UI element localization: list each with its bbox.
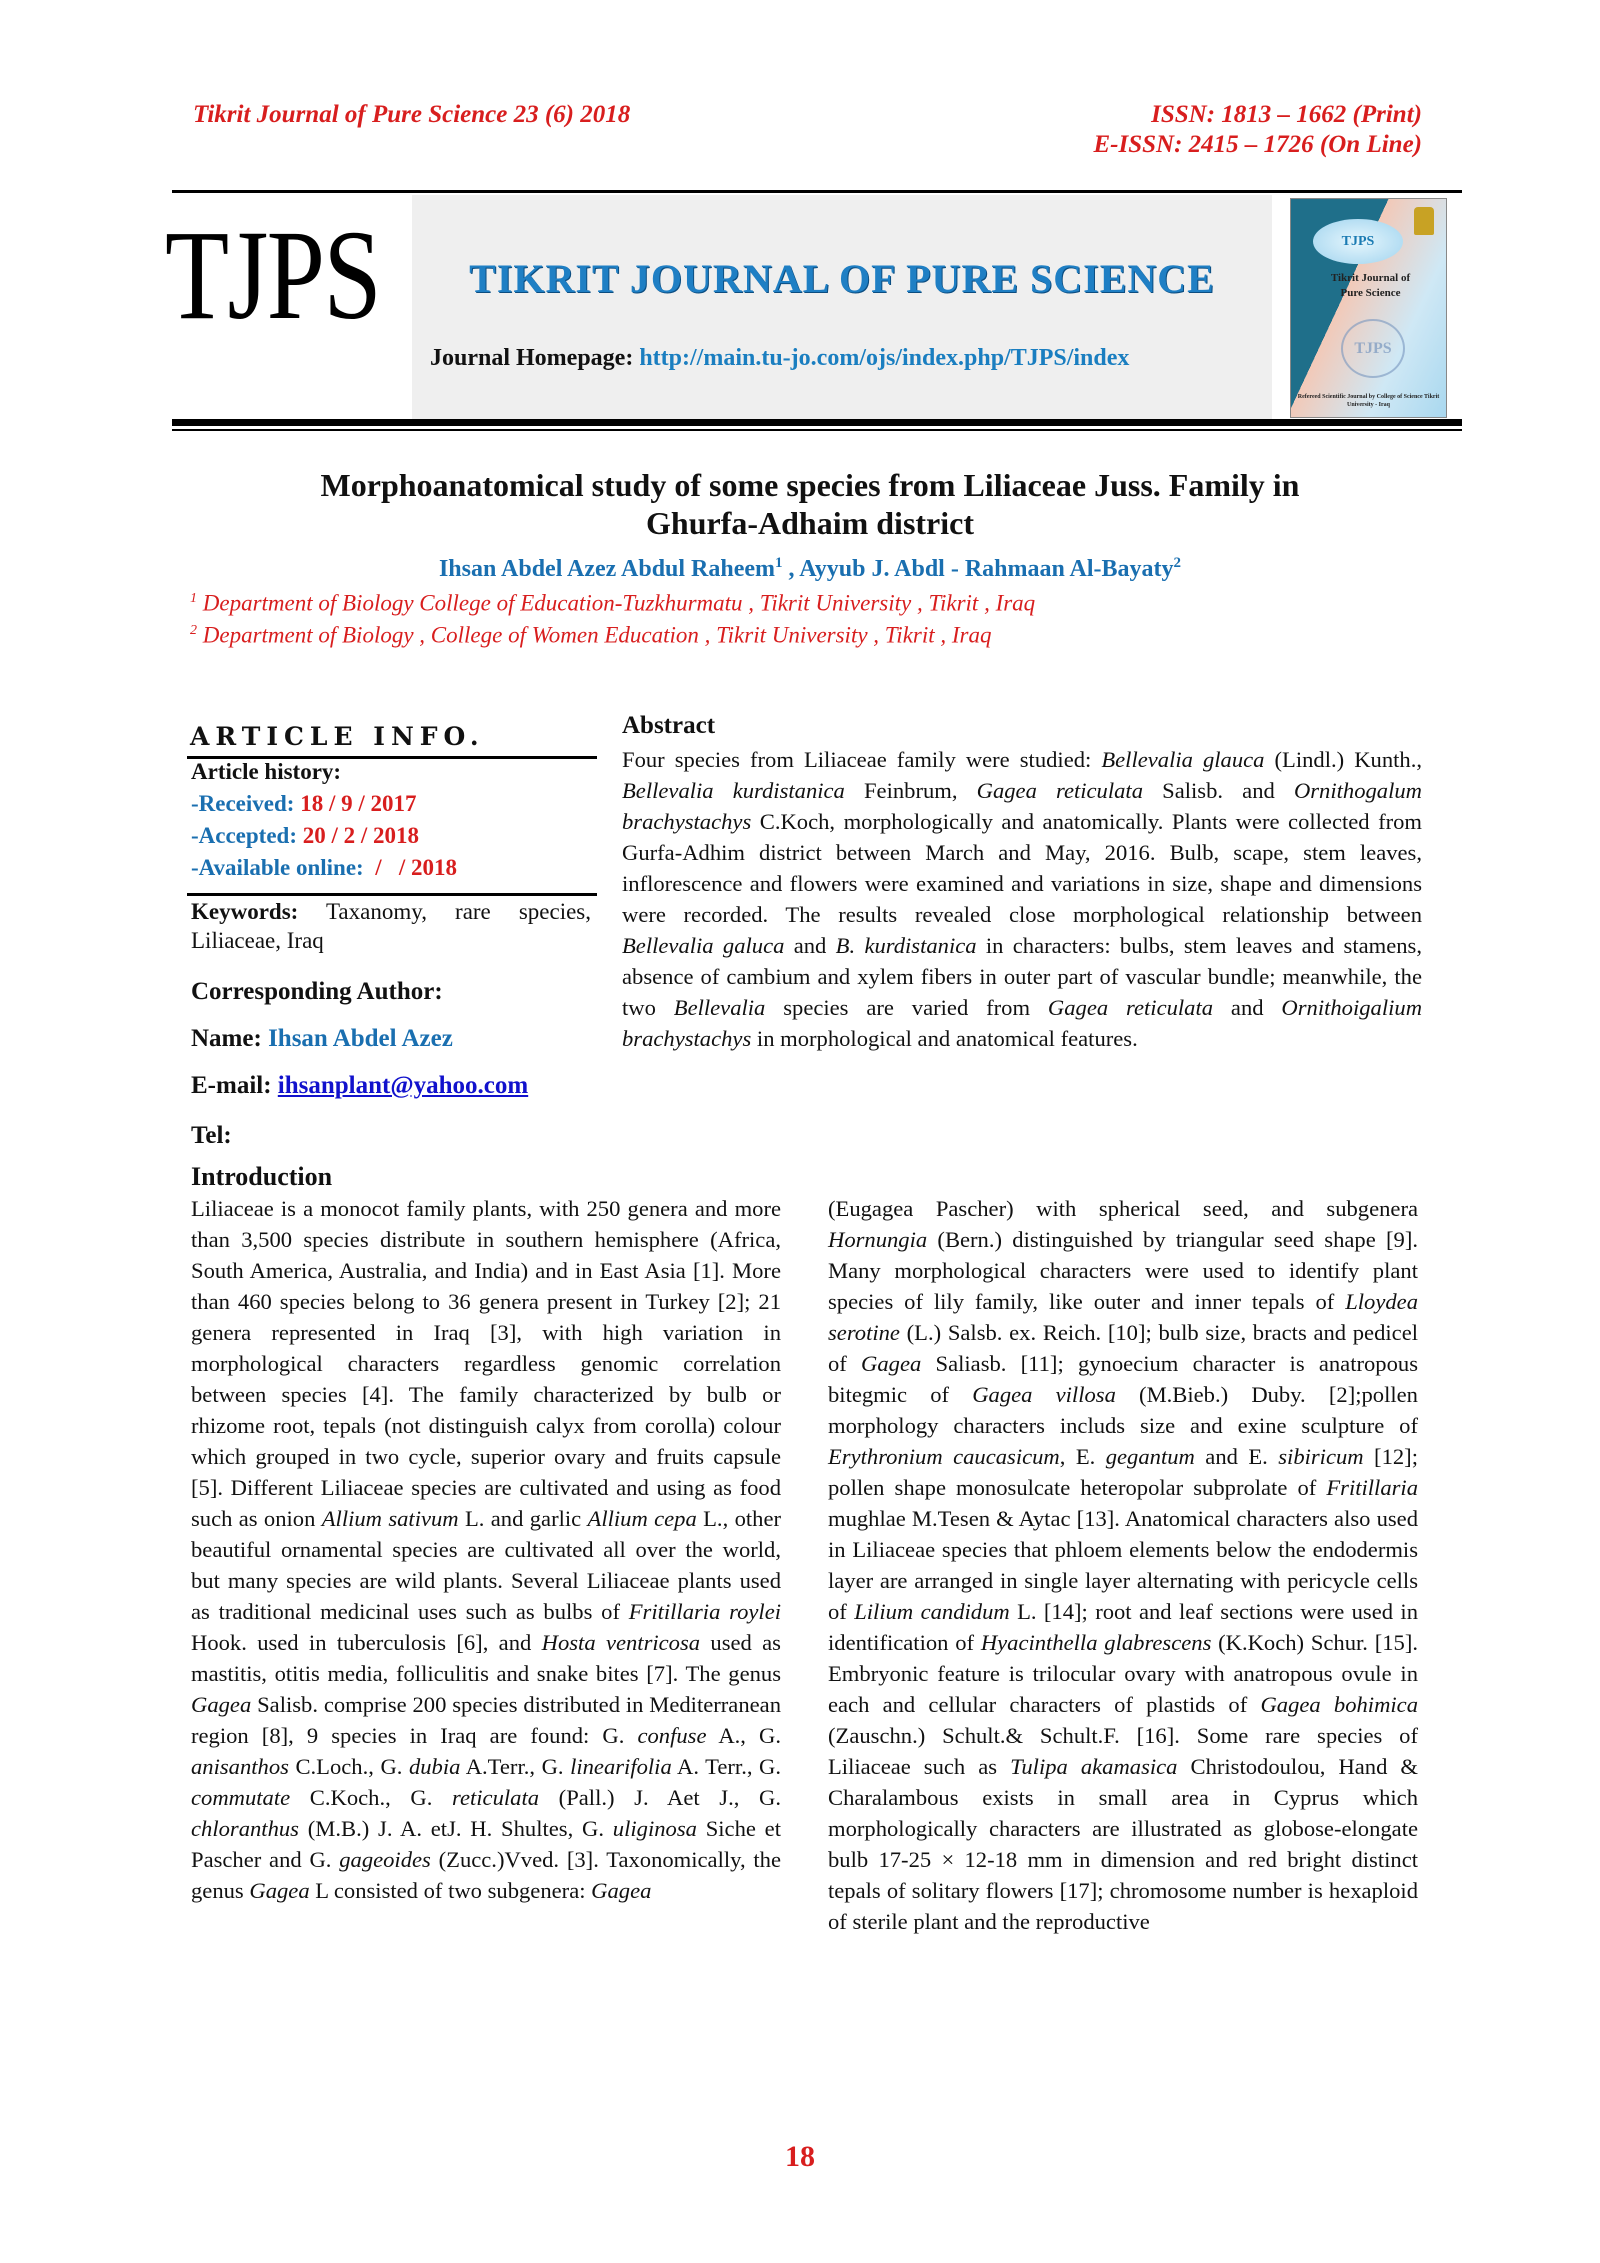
text-run: and [1213,995,1282,1020]
author-affil-sup: 1 [775,555,783,571]
text-run: (M.Bieb.) Duby. [2];pollen morphology characters includs size and exine sculpture of [828,1382,1418,1438]
author-name: Ayyub J. Abdl - Rahmaan Al-Bayaty [799,556,1174,582]
species-name: uliginosa [612,1816,697,1841]
affil-sup: 1 [190,591,197,606]
species-name: Gagea [861,1351,922,1376]
keywords [191,897,591,955]
text-run: A.Terr., G. [460,1754,571,1779]
affiliation-1 [190,585,1035,618]
cover-title-line: Pure Science [1340,287,1401,299]
corresponding-author-label: Corresponding Author: [191,978,443,1005]
text-run: , E. [1059,1444,1106,1469]
journal-cover-image [1290,198,1447,418]
text-run: (Zucc.)Vved. [3]. Taxonomically, the genus [191,1847,781,1903]
available-value: / / 2018 [369,855,457,880]
species-name: Gagea [249,1878,310,1903]
corresponding-name [191,1024,453,1054]
introduction-right-column [828,1193,1418,1937]
text-run: and [784,933,836,958]
abstract-heading: Abstract [622,712,716,739]
title-line: Ghurfa-Adhaim district [646,505,974,541]
species-name: Hosta ventricosa [541,1630,701,1655]
text-run: A. Terr., G. [671,1754,781,1779]
journal-banner [412,195,1272,419]
text-run: (Lindl.) Kunth., [1264,747,1422,772]
text-run: in morphological and anatomical features. [751,1026,1138,1051]
journal-name: TIKRIT JOURNAL OF PURE SCIENCE [469,256,1215,301]
species-name: Lilium candidum [854,1599,1010,1624]
affil-sup: 2 [190,623,197,638]
banner-bottom-rule [172,419,1462,426]
text-run: C.Koch., G. [290,1785,453,1810]
author-affil-sup: 2 [1173,555,1182,571]
affil-text: Department of Biology , College of Women Education , Tikrit University , Tikrit , Iraq [202,622,992,648]
species-name: Erythronium caucasicum [828,1444,1060,1469]
page-number: 18 [785,2140,815,2173]
species-name: Bellevalia kurdistanica [622,778,845,803]
journal-homepage [430,345,1129,372]
cover-title-line: Tikrit Journal of [1330,272,1411,284]
cover-title [1301,271,1440,301]
species-name: sibiricum [1278,1444,1364,1469]
paper-title [180,466,1440,542]
text-run: Four species from Liliaceae family were studied: [622,747,1102,772]
tjps-logo: TJPS [165,204,381,346]
article-info-rule [187,893,597,896]
email-label: E-mail: [191,1072,278,1099]
affiliation-2 [190,617,992,650]
banner-bottom-rule-thin [172,429,1462,431]
text-run: Christodoulou, Hand & Charalambous exists in small area in Cyprus which morphologically characters are illustrated as globose-elongate bulb 17-25 × 12-18 mm in dimension and red bright distinct tepals of solitary flowers [17]; chromosome number is hexaploid of sterile plant and the reproductive [828,1754,1418,1934]
received-value: 18 / 9 / 2017 [300,791,417,816]
text-run: [12]; pollen shape monosulcate heteropolar subprolate of [828,1444,1418,1500]
university-emblem-icon [1414,207,1434,235]
banner-top-rule [172,190,1462,193]
text-run: (L.) Salsb. ex. Reich. [10]; bulb size, bracts and pedicel of [828,1320,1418,1376]
species-name: chloranthus [191,1816,299,1841]
tjps-seal-icon: TJPS [1341,319,1405,378]
species-name: Bellevalia [673,995,766,1020]
available-label: -Available online: [191,855,370,880]
tel-label: Tel: [191,1122,232,1149]
received-date [191,790,416,818]
species-name: B. kurdistanica [835,933,977,958]
issn-online: E-ISSN: 2415 – 1726 (On Line) [1093,131,1422,158]
cover-oval: TJPS [1313,219,1403,264]
corresponding-email [191,1071,528,1101]
species-name: Gagea reticulata [1047,995,1214,1020]
text-run: L. [14]; root and leaf sections were used in identification of [828,1599,1418,1655]
species-name: Gagea [591,1878,652,1903]
text-run: Saliasb. [11]; gynoecium character is anatropous bitegmic of [828,1351,1418,1407]
received-label: -Received: [191,791,301,816]
text-run: Liliaceae is a monocot family plants, with 250 genera and more than 3,500 species distribute in southern hemisphere (Africa, South America, Australia, and India) and in East Asia [1]. More than 460 species belong to 36 genera present in Turkey [2]; 21 genera represented in Iraq [3], with high variation in morphological characters regardless genomic correlation between species [4]. The family characterized by bulb or rhizome root, tepals (not distinguish calyx from corolla) colour which grouped in two cycle, superior ovary and fruits capsule [5]. Different Liliaceae species are cultivated and using as food such as onion [191,1196,781,1531]
name-value: Ihsan Abdel Azez [268,1025,453,1052]
available-online-date [191,854,457,882]
text-run: L., other beautiful ornamental species are cultivated all over the world, but many species are wild plants. Several Liliaceae plants used as traditional medicinal uses such as bulbs of [191,1506,781,1624]
text-run: Salisb. and [1143,778,1294,803]
species-name: Hyacinthella glabrescens [980,1630,1212,1655]
journal-citation: Tikrit Journal of Pure Science 23 (6) 2018 [193,101,631,128]
species-name: gegantum [1105,1444,1195,1469]
species-name: anisanthos [191,1754,289,1779]
species-name: Gagea bohimica [1260,1692,1418,1717]
issn-print: ISSN: 1813 – 1662 (Print) [1151,101,1422,128]
email-link[interactable]: ihsanplant@yahoo.com [277,1072,529,1099]
text-run: Siche et Pascher and G. [191,1816,781,1872]
author-name: Ihsan Abdel Azez Abdul Raheem [438,556,776,582]
accepted-label: -Accepted: [191,823,303,848]
species-name: Ornithoigalium brachystachys [622,995,1423,1051]
accepted-value: 20 / 2 / 2018 [302,823,420,848]
species-name: Tulipa akamasica [1010,1754,1178,1779]
accepted-date [191,822,419,850]
species-name: Gagea [191,1692,252,1717]
species-name: Ornithogalum brachystachys [622,778,1422,834]
text-run: C.Koch, morphologically and anatomically. Plants were collected from Gurfa-Adhim district between March and May, 2016. Bulb, scape, stem leaves, inflorescence and flowers were examined and variations in size, shape and dimensions were recorded. The results revealed close morphological relationship between [622,809,1422,927]
text-run: species are varied from [765,995,1048,1020]
cover-footer: Refereed Scientific Journal by College of Science Tikrit University - Iraq [1297,394,1440,408]
species-name: Bellevalia galuca [622,933,785,958]
text-run: A., G. [706,1723,781,1748]
text-run: used as mastitis, otitis media, folliculitis and snake bites [7]. The genus [191,1630,781,1686]
species-name: Allium sativum [321,1506,459,1531]
text-run: (K.Koch) Schur. [15]. Embryonic feature is trilocular ovary with anatropous ovule in each and cellular characters of plastids of [828,1630,1418,1717]
species-name: dubia [408,1754,461,1779]
species-name: Allium cepa [587,1506,697,1531]
text-run: (Eugagea Pascher) with spherical seed, and subgenera [828,1196,1418,1221]
text-run: C.Loch., G. [288,1754,409,1779]
species-name: Fritillaria [1326,1475,1418,1500]
title-line: Morphoanatomical study of some species from Liliaceae Juss. Family in [320,467,1300,503]
author-list [180,548,1440,584]
article-info-heading: ARTICLE INFO. [190,722,485,751]
text-run: Salisb. comprise 200 species distributed in Mediterranean region [8], 9 species in Iraq are found: G. [191,1692,781,1748]
text-run: (Zauschn.) Schult.& Schult.F. [16]. Some rare species of Liliaceae such as [828,1723,1418,1779]
name-label: Name: [191,1025,269,1052]
text-run: and E. [1194,1444,1279,1469]
keywords-label: Keywords: [191,899,299,924]
text-run: mughlae M.Tesen & Aytac [13]. Anatomical characters also used in Liliaceae species that phloem elements below the endodermis layer are arranged in single layer alternating with pericycle cells of [828,1506,1418,1624]
homepage-label: Journal Homepage: [430,345,634,371]
species-name: commutate [191,1785,291,1810]
species-name: Lloydea serotine [828,1289,1418,1345]
affil-text: Department of Biology College of Education-Tuzkhurmatu , Tikrit University , Tikrit , Iraq [202,590,1036,616]
species-name: Hornungia [828,1227,928,1252]
text-run: (Pall.) J. Aet J., G. [539,1785,781,1810]
text-run: (M.B.) J. A. etJ. H. Shultes, G. [298,1816,613,1841]
species-name: Bellevalia glauca [1101,747,1265,772]
introduction-left-column [191,1193,781,1906]
author-separator: , [782,556,800,582]
keywords-value: Taxanomy, rare species, Liliaceae, Iraq [191,899,591,953]
species-name: reticulata [452,1785,540,1810]
article-history-label: Article history: [191,759,342,784]
species-name: Fritillaria roylei [628,1599,781,1624]
text-run: Feinbrum, [844,778,977,803]
species-name: Gagea reticulata [976,778,1144,803]
species-name: gageoides [339,1847,431,1872]
abstract-body [622,744,1422,1054]
text-run: L. and garlic [458,1506,588,1531]
species-name: linearifolia [570,1754,672,1779]
text-run: (Bern.) distinguished by triangular seed shape [9]. Many morphological characters were used to identify plant species of lily family, like outer and inner tepals of [828,1227,1418,1314]
species-name: Gagea villosa [972,1382,1116,1407]
introduction-heading: Introduction [191,1162,333,1191]
issn-block [1094,100,1423,160]
text-run: in characters: bulbs, stem leaves and stamens, absence of cambium and xylem fibers in outer part of vascular bundle; meanwhile, the two [622,933,1422,1020]
species-name: confuse [637,1723,707,1748]
homepage-link[interactable]: http://main.tu-jo.com/ojs/index.php/TJPS/index [639,345,1130,371]
text-run: L consisted of two subgenera: [309,1878,592,1903]
text-run: Hook. used in tuberculosis [6], and [191,1630,542,1655]
